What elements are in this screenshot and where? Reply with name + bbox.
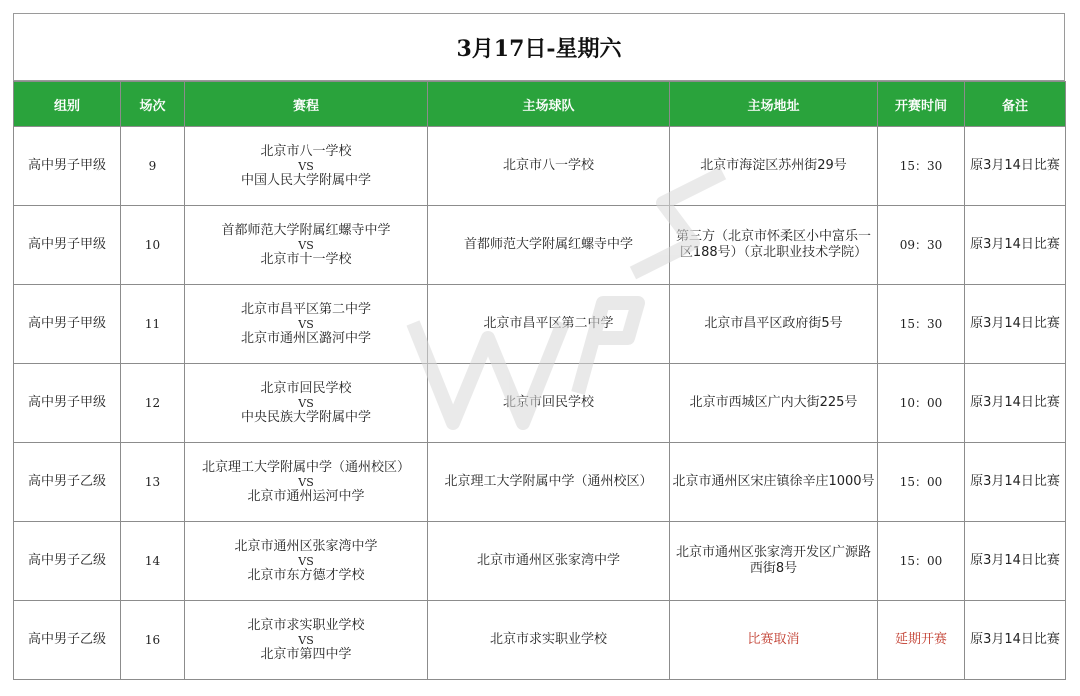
- schedule-sheet: [13, 13, 1066, 682]
- cell-group[interactable]: 高中男子乙级: [14, 601, 121, 680]
- cell-group[interactable]: 高中男子乙级: [14, 443, 121, 522]
- cell-address[interactable]: 第三方（北京市怀柔区小中富乐一区188号）（京北职业技术学院）: [670, 206, 878, 285]
- cell-note[interactable]: 原3月14日比赛: [965, 601, 1066, 680]
- header-address[interactable]: 主场地址: [670, 82, 878, 127]
- cell-fixture[interactable]: [185, 127, 428, 206]
- cell-start-time[interactable]: 15：00: [878, 443, 965, 522]
- vs-label: VS: [298, 238, 314, 252]
- schedule-table: [13, 81, 1066, 680]
- team-a: 首都师范大学附属红螺寺中学: [221, 222, 391, 238]
- vs-label: VS: [298, 159, 314, 173]
- table-row: [14, 206, 1066, 285]
- cell-home-team[interactable]: 北京理工大学附属中学（通州校区）: [428, 443, 670, 522]
- header-note[interactable]: 备注: [965, 82, 1066, 127]
- table-row: [14, 127, 1066, 206]
- team-a: 北京理工大学附属中学（通州校区）: [201, 459, 410, 475]
- cell-start-time-postponed[interactable]: 延期开赛: [878, 601, 965, 680]
- team-b: 北京市东方德才学校: [247, 567, 365, 583]
- cell-start-time[interactable]: 15：30: [878, 285, 965, 364]
- cell-start-time[interactable]: 10：00: [878, 364, 965, 443]
- vs-label: VS: [298, 475, 314, 489]
- cell-note[interactable]: 原3月14日比赛: [965, 127, 1066, 206]
- cell-match-no[interactable]: 13: [121, 443, 185, 522]
- header-home-team[interactable]: 主场球队: [428, 82, 670, 127]
- cell-fixture[interactable]: [185, 206, 428, 285]
- team-b: 北京市通州运河中学: [247, 488, 365, 504]
- cell-start-time[interactable]: 15：00: [878, 522, 965, 601]
- table-row: [14, 285, 1066, 364]
- header-row: [14, 82, 1066, 127]
- cell-home-team[interactable]: 首都师范大学附属红螺寺中学: [428, 206, 670, 285]
- team-a: 北京市昌平区第二中学: [240, 301, 371, 317]
- cell-fixture[interactable]: [185, 285, 428, 364]
- cell-address[interactable]: 北京市通州区张家湾开发区广源路西街8号: [670, 522, 878, 601]
- table-row: [14, 443, 1066, 522]
- cell-match-no[interactable]: 14: [121, 522, 185, 601]
- cell-match-no[interactable]: 12: [121, 364, 185, 443]
- cell-start-time[interactable]: 09：30: [878, 206, 965, 285]
- cell-fixture[interactable]: [185, 522, 428, 601]
- cell-note[interactable]: 原3月14日比赛: [965, 206, 1066, 285]
- vs-label: VS: [298, 317, 314, 331]
- header-start-time[interactable]: 开赛时间: [878, 82, 965, 127]
- cell-group[interactable]: 高中男子甲级: [14, 285, 121, 364]
- team-b: 北京市通州区潞河中学: [240, 330, 371, 346]
- cell-note[interactable]: 原3月14日比赛: [965, 443, 1066, 522]
- cell-address-cancelled[interactable]: 比赛取消: [670, 601, 878, 680]
- cell-group[interactable]: 高中男子甲级: [14, 364, 121, 443]
- vs-label: VS: [298, 554, 314, 568]
- cell-note[interactable]: 原3月14日比赛: [965, 285, 1066, 364]
- cell-fixture[interactable]: [185, 601, 428, 680]
- cell-note[interactable]: 原3月14日比赛: [965, 364, 1066, 443]
- cell-home-team[interactable]: 北京市八一学校: [428, 127, 670, 206]
- header-group[interactable]: 组别: [14, 82, 121, 127]
- team-a: 北京市八一学校: [260, 143, 352, 159]
- table-row: [14, 601, 1066, 680]
- team-a: 北京市通州区张家湾中学: [234, 538, 378, 554]
- sheet-title: 3月17日-星期六: [13, 13, 1065, 81]
- cell-match-no[interactable]: 10: [121, 206, 185, 285]
- team-b: 北京市第四中学: [260, 646, 352, 662]
- cell-note[interactable]: 原3月14日比赛: [965, 522, 1066, 601]
- cell-match-no[interactable]: 16: [121, 601, 185, 680]
- vs-label: VS: [298, 633, 314, 647]
- team-a: 北京市回民学校: [260, 380, 352, 396]
- team-b: 中国人民大学附属中学: [240, 172, 371, 188]
- table-row: [14, 364, 1066, 443]
- table-row: [14, 522, 1066, 601]
- cell-match-no[interactable]: 9: [121, 127, 185, 206]
- header-fixture[interactable]: 赛程: [185, 82, 428, 127]
- cell-match-no[interactable]: 11: [121, 285, 185, 364]
- cell-home-team[interactable]: 北京市昌平区第二中学: [428, 285, 670, 364]
- team-a: 北京市求实职业学校: [247, 617, 365, 633]
- cell-address[interactable]: 北京市海淀区苏州街29号: [670, 127, 878, 206]
- cell-group[interactable]: 高中男子乙级: [14, 522, 121, 601]
- cell-address[interactable]: 北京市通州区宋庄镇徐辛庄1000号: [670, 443, 878, 522]
- cell-home-team[interactable]: 北京市回民学校: [428, 364, 670, 443]
- header-match-no[interactable]: 场次: [121, 82, 185, 127]
- cell-group[interactable]: 高中男子甲级: [14, 206, 121, 285]
- vs-label: VS: [298, 396, 314, 410]
- cell-group[interactable]: 高中男子甲级: [14, 127, 121, 206]
- cell-address[interactable]: 北京市昌平区政府街5号: [670, 285, 878, 364]
- team-b: 中央民族大学附属中学: [240, 409, 371, 425]
- team-b: 北京市十一学校: [260, 251, 352, 267]
- cell-fixture[interactable]: [185, 364, 428, 443]
- cell-start-time[interactable]: 15：30: [878, 127, 965, 206]
- cell-fixture[interactable]: [185, 443, 428, 522]
- cell-home-team[interactable]: 北京市通州区张家湾中学: [428, 522, 670, 601]
- cell-home-team[interactable]: 北京市求实职业学校: [428, 601, 670, 680]
- cell-address[interactable]: 北京市西城区广内大街225号: [670, 364, 878, 443]
